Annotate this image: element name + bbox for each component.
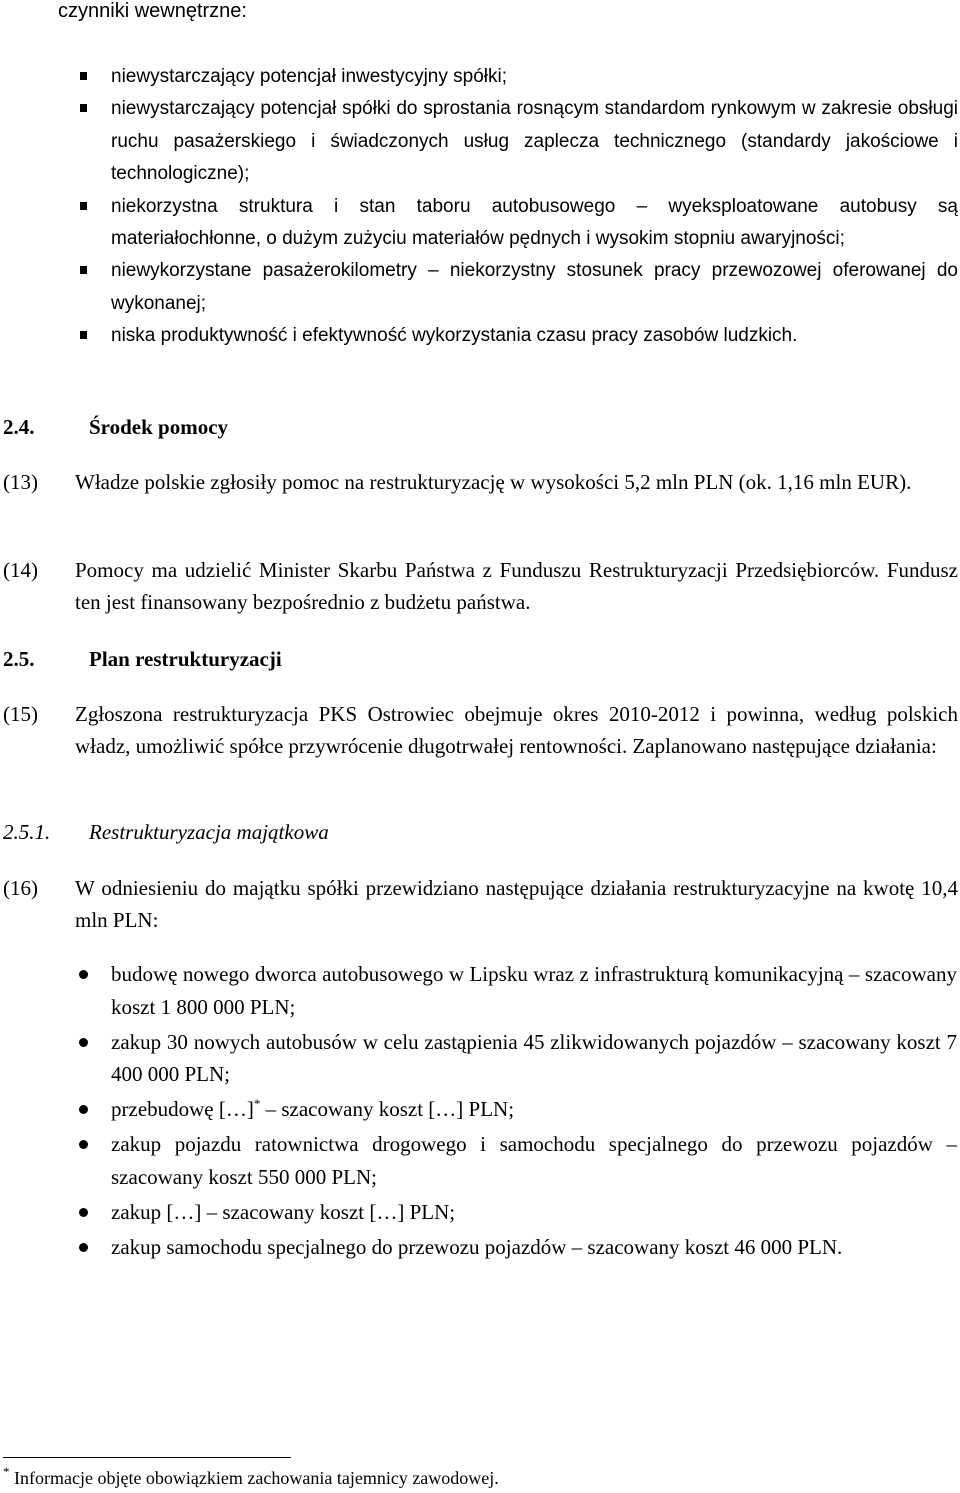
list-item xyxy=(80,320,958,352)
list-item xyxy=(76,1196,957,1229)
list-item xyxy=(80,61,958,93)
list-item-text: niekorzystna struktura i stan taboru autobusowego – wyeksploatowane autobusy są materiałochłonne, o dużym zużyciu materiałów pędnych i wysokim stopniu awaryjności; xyxy=(111,195,958,250)
footnote-mark: * xyxy=(3,1464,10,1479)
footnote-reference: * xyxy=(253,1096,261,1111)
list-item xyxy=(80,93,958,190)
footnote-divider xyxy=(3,1457,291,1458)
footnote-text: Informacje objęte obowiązkiem zachowania tajemnicy zawodowej. xyxy=(14,1468,499,1488)
round-bullet-icon xyxy=(79,1105,88,1114)
section-title: Plan restrukturyzacji xyxy=(89,647,282,671)
list-item-text: niewykorzystane pasażerokilometry – niekorzystny stosunek pracy przewozowej oferowanej do wykonanej; xyxy=(111,260,958,314)
list-item-text: zakup pojazdu ratownictwa drogowego i samochodu specjalnego do przewozu pojazdów – szacowany koszt 550 000 PLN; xyxy=(111,1132,957,1189)
square-bullet-icon xyxy=(80,104,87,112)
list-item xyxy=(76,1128,957,1193)
list-item-text: zakup […] – szacowany koszt […] PLN; xyxy=(111,1199,456,1224)
square-bullet-icon xyxy=(80,331,87,339)
paragraph-text: Władze polskie zgłosiły pomoc na restrukturyzację w wysokości 5,2 mln PLN (ok. 1,16 mln EUR). xyxy=(75,470,912,494)
paragraph-number: (14) xyxy=(3,558,38,582)
square-bullet-icon xyxy=(80,266,87,274)
paragraph-text: Zgłoszona restrukturyzacja PKS Ostrowiec obejmuje okres 2010-2012 i powinna, według polskich władz, umożliwić spółce przywrócenie długotrwałej rentowności. Zaplanowano następujące działania: xyxy=(75,702,958,758)
list-item-text-before: przebudowę […] xyxy=(111,1097,254,1121)
list-item-text: niska produktywność i efektywność wykorzystania czasu pracy zasobów ludzkich. xyxy=(111,325,798,347)
paragraph-number: (15) xyxy=(3,702,38,726)
measures-list xyxy=(76,958,957,1266)
section-number: 2.5.1. xyxy=(3,820,51,844)
list-item-text: zakup 30 nowych autobusów w celu zastąpienia 45 zlikwidowanych pojazdów – szacowany koszt 7 400 000 PLN; xyxy=(111,1029,957,1086)
list-item xyxy=(76,958,957,1023)
list-item-text: zakup samochodu specjalnego do przewozu pojazdów – szacowany koszt 46 000 PLN. xyxy=(111,1234,843,1259)
section-title: Restrukturyzacja majątkowa xyxy=(89,820,329,844)
square-bullet-icon xyxy=(80,72,87,80)
list-item-text-after: – szacowany koszt […] PLN; xyxy=(260,1097,515,1121)
paragraph-15 xyxy=(3,698,958,762)
round-bullet-icon xyxy=(79,1208,88,1217)
list-item-text: budowę nowego dworca autobusowego w Lipsku wraz z infrastrukturą komunikacyjną – szacowany koszt 1 800 000 PLN; xyxy=(111,962,957,1019)
paragraph-13 xyxy=(3,466,958,498)
intro-text: czynniki wewnętrzne: xyxy=(58,0,247,22)
list-item-text: niewystarczający potencjał inwestycyjny spółki; xyxy=(111,66,507,87)
round-bullet-icon xyxy=(79,1140,88,1149)
paragraph-text: Pomocy ma udzielić Minister Skarbu Państwa z Funduszu Restrukturyzacji Przedsiębiorców. Fundusz ten jest finansowany bezpośrednio z budżetu państwa. xyxy=(75,558,958,614)
footnote xyxy=(3,1466,499,1490)
list-item xyxy=(76,1093,957,1126)
paragraph-text: W odniesieniu do majątku spółki przewidziano następujące działania restrukturyzacyjne na kwotę 10,4 mln PLN: xyxy=(75,876,958,932)
internal-factors-list xyxy=(80,61,958,353)
list-item xyxy=(80,255,958,320)
section-title: Środek pomocy xyxy=(89,415,229,439)
paragraph-number: (16) xyxy=(3,876,38,900)
list-item xyxy=(76,1231,957,1264)
round-bullet-icon xyxy=(79,970,88,979)
round-bullet-icon xyxy=(79,1038,88,1047)
section-number: 2.4. xyxy=(3,415,35,439)
section-heading-2-5-1 xyxy=(3,817,329,847)
paragraph-16 xyxy=(3,872,958,936)
round-bullet-icon xyxy=(79,1243,88,1252)
paragraph-14 xyxy=(3,554,958,618)
list-item xyxy=(76,1026,957,1091)
list-item-text: niewystarczający potencjał spółki do sprostania rosnącym standardom rynkowym w zakresie obsługi ruchu pasażerskiego i świadczonych usług zaplecza technicznego (standardy jakościowe i technologiczne); xyxy=(111,98,958,185)
list-item xyxy=(80,191,958,256)
section-heading-2-4 xyxy=(3,412,228,442)
square-bullet-icon xyxy=(80,202,87,210)
paragraph-number: (13) xyxy=(3,470,38,494)
section-heading-2-5 xyxy=(3,644,282,674)
section-number: 2.5. xyxy=(3,647,35,671)
